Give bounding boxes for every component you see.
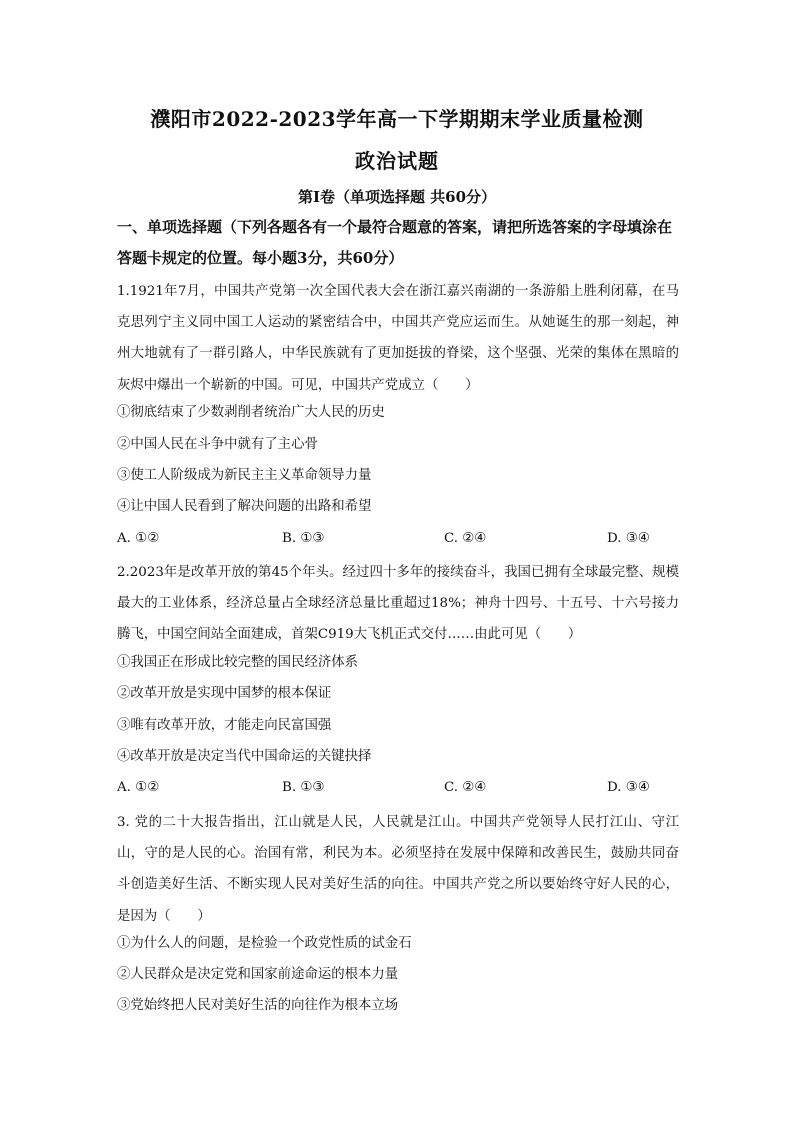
exam-title: 濮阳市2022-2023学年高一下学期期末学业质量检测	[150, 107, 644, 131]
question-2-stem: 2.2023年是改革开放的第45个年头。经过四十多年的接续奋斗，我国已拥有全球最完整、规模最大的工业体系，经济总量占全球经济总量比重超过18%；神舟十四号、十五号、十六号接力腾飞，中国空间站全面建成，首架C919大飞机正式交付……由此可见（ ）	[117, 565, 679, 643]
question-2-item-1: ①我国正在形成比较完整的国民经济体系	[117, 655, 359, 670]
exam-subtitle: 政治试题	[355, 149, 439, 173]
question-1-item-4: ④让中国人民看到了解决问题的出路和希望	[117, 499, 372, 514]
question-1-stem: 1.1921年7月，中国共产党第一次全国代表大会在浙江嘉兴南湖的一条游船上胜利闭幕，在马克思列宁主义同中国工人运动的紧密结合中，中国共产党应运而生。从她诞生的那一刻起，神州大地就有了一群引路人，中华民族就有了更加挺拔的脊梁，这个坚强、光荣的集体在黑暗的灰烬中爆出一个崭新的中国。可见，中国共产党成立（ ）	[117, 284, 679, 393]
question-2-option-d: D. ③④	[607, 780, 650, 795]
question-1-option-a: A. ①②	[117, 531, 160, 546]
question-1-item-2: ②中国人民在斗争中就有了主心骨	[117, 437, 318, 452]
question-3-item-3: ③党始终把人民对美好生活的向往作为根本立场	[117, 998, 399, 1013]
question-1-option-c: C. ②④	[444, 531, 487, 546]
question-2-option-a: A. ①②	[117, 780, 160, 795]
question-2-option-c: C. ②④	[444, 780, 487, 795]
section-heading: 一、单项选择题（下列各题各有一个最符合题意的答案，请把所选答案的字母填涂在答题卡规定的位置。每小题3分，共60分）	[117, 218, 673, 267]
question-2-option-b: B. ①③	[282, 780, 325, 795]
question-1-option-d: D. ③④	[607, 531, 650, 546]
question-2-item-2: ②改革开放是实现中国梦的根本保证	[117, 686, 332, 701]
question-3-item-1: ①为什么人的问题，是检验一个政党性质的试金石	[117, 936, 412, 951]
question-3-item-2: ②人民群众是决定党和国家前途命运的根本力量	[117, 967, 399, 982]
question-1-option-b: B. ①③	[282, 531, 325, 546]
question-1-item-1: ①彻底结束了少数剥削者统治广大人民的历史	[117, 405, 385, 420]
question-3-stem: 3. 党的二十大报告指出，江山就是人民，人民就是江山。中国共产党领导人民打江山、守江山，守的是人民的心。治国有常，利民为本。必须坚持在发展中保障和改善民生，鼓励共同奋斗创造美好生活、不断实现人民对美好生活的向往。中国共产党之所以要始终守好人民的心，是因为（ ）	[117, 815, 679, 924]
question-2-item-3: ③唯有改革开放，才能走向民富国强	[117, 718, 332, 733]
part-heading: 第Ⅰ卷（单项选择题 共60分）	[297, 188, 497, 206]
question-2-item-4: ④改革开放是决定当代中国命运的关键抉择	[117, 749, 372, 764]
question-1-item-3: ③使工人阶级成为新民主主义革命领导力量	[117, 468, 372, 483]
